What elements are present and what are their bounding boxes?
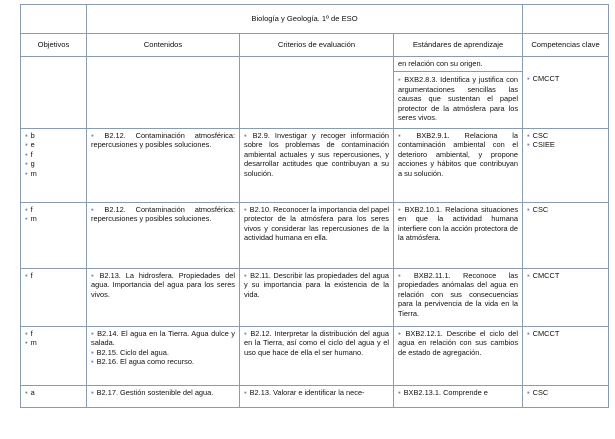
bullet-icon: ▪ [398,131,414,140]
bullet-icon: ▪ [527,271,530,280]
objetivo-item: e [30,140,35,150]
bullet-icon: ▪ [244,388,247,397]
bullet-icon: ▪ [25,159,28,169]
objetivos-cell [21,57,87,129]
criterios-cell: ▪ B2.12. Interpretar la distribución del agua en la Tierra, así como el ciclo del agua y el uso que hace de ella el ser humano. [240,327,394,386]
estandares-cell: ▪ BXB2.11.1. Reconoce las propiedades anómalas del agua en relación con sus consecuencias para la pervivencia de la vida en la Tierra. [394,269,523,327]
header-competencias: Competencias clave [523,34,609,57]
competencias-cell [523,386,609,408]
table-row [21,129,609,203]
bullet-icon: ▪ [527,131,530,140]
objetivos-cell [21,129,87,203]
header-estandares: Estándares de aprendizaje [394,34,523,57]
bullet-icon: ▪ [244,271,248,280]
bullet-icon: ▪ [527,74,530,83]
competencias-cell [523,203,609,269]
table-title: Biología y Geología. 1º de ESO [87,5,523,34]
objetivo-item: f [30,205,33,214]
bullet-icon: ▪ [244,205,247,214]
bullet-icon: ▪ [527,205,530,214]
objetivos-cell [21,386,87,408]
bullet-icon: ▪ [25,140,28,150]
table-row [21,386,609,408]
objetivo-item: g [30,159,35,169]
header-objetivos: Objetivos [21,34,87,57]
bullet-icon: ▪ [244,329,248,338]
criterios-cell: ▪ B2.9. Investigar y recoger información sobre los problemas de contaminación ambiental actuales y sus repercusiones, y desarrollar actitudes que contribuyan a su solución. [240,129,394,203]
competencia-item: CMCCT [532,271,560,280]
contenido-item: B2.14. El agua en la Tierra. Agua dulce y salada. [91,329,235,348]
objetivo-item: m [30,338,37,348]
bullet-icon: ▪ [398,271,411,280]
competencias-cell [523,129,609,203]
competencia-item: CSC [532,205,549,214]
standard-continuation: en relación con su origen. [398,59,483,68]
bullet-icon: ▪ [527,329,530,338]
contenidos-cell: ▪ B2.12. Contaminación atmosférica: repercusiones y posibles soluciones. [87,129,240,203]
objetivo-item: f [30,329,33,338]
bullet-icon: ▪ [91,205,102,214]
empty-title-cell [523,5,609,34]
table-row [21,327,609,386]
objetivo-item: m [30,214,37,224]
competencias-cell [523,327,609,386]
table-row [21,203,609,269]
bullet-icon: ▪ [25,214,28,224]
competencia-item: CSIEE [532,140,555,150]
contenidos-cell: ▪ B2.13. La hidrosfera. Propiedades del agua. Importancia del agua para los seres vivos. [87,269,240,327]
estandares-cell: ▪ BXB2.10.1. Relaciona situaciones en que la actividad humana interfiere con la acción protectora de la atmósfera. [394,203,523,269]
bullet-icon: ▪ [398,75,402,85]
table-row [21,269,609,327]
competencia-item: CMCCT [532,74,560,83]
objetivos-cell [21,327,87,386]
competencia-item: CSC [532,131,549,140]
competencia-item: CSC [532,388,549,397]
objetivo-item: f [30,271,33,280]
competencias-cell [523,57,609,129]
bullet-icon: ▪ [25,338,28,348]
estandares-cell: ▪ BXB2.13.1. Comprende e [394,386,523,408]
contenidos-cell [87,327,240,386]
curriculum-table [20,4,609,408]
objetivo-item: a [30,388,35,397]
objetivos-cell [21,203,87,269]
bullet-icon: ▪ [527,388,530,397]
bullet-icon: ▪ [91,131,102,140]
estandares-cell [394,57,523,129]
bullet-icon: ▪ [25,168,28,178]
bullet-icon: ▪ [398,205,402,214]
standard-text: ▪ BXB2.8.3. Identifica y justifica con argumentaciones sencillas las causas que sustentan el papel protector de la atmósfera para los seres vivos. [394,71,522,122]
contenidos-cell [87,57,240,129]
competencia-item: CMCCT [532,329,560,338]
bullet-icon: ▪ [25,149,28,159]
header-criterios: Criterios de evaluación [240,34,394,57]
objetivo-item: b [30,131,35,140]
contenido-item: B2.15. Ciclo del agua. [96,347,169,357]
bullet-icon: ▪ [398,388,401,397]
bullet-icon: ▪ [398,329,403,338]
bullet-icon: ▪ [25,131,28,140]
bullet-icon: ▪ [91,329,95,338]
competencias-cell [523,269,609,327]
criterios-cell [240,57,394,129]
contenido-item: B2.16. El agua como recurso. [96,357,194,367]
table-row [21,57,609,129]
objetivo-item: m [30,168,37,178]
bullet-icon: ▪ [25,329,28,338]
bullet-icon: ▪ [25,271,28,280]
criterios-cell: ▪ B2.11. Describir las propiedades del agua y su importancia para la existencia de la vida. [240,269,394,327]
empty-corner-cell [21,5,87,34]
contenidos-cell: ▪ B2.12. Contaminación atmosférica: repercusiones y posibles soluciones. [87,203,240,269]
bullet-icon: ▪ [91,347,94,357]
bullet-icon: ▪ [527,140,530,150]
bullet-icon: ▪ [25,205,28,214]
estandares-cell: ▪ BXB2.12.1. Describe el ciclo del agua en relación con sus cambios de estado de agregación. [394,327,523,386]
estandares-cell: ▪ BXB2.9.1. Relaciona la contaminación ambiental con el deterioro ambiental, y propone acciones y hábitos que contribuyan a su solución. [394,129,523,203]
bullet-icon: ▪ [91,388,94,397]
bullet-icon: ▪ [25,388,28,397]
bullet-icon: ▪ [91,271,97,280]
header-contenidos: Contenidos [87,34,240,57]
contenidos-cell: ▪ B2.17. Gestión sostenible del agua. [87,386,240,408]
bullet-icon: ▪ [91,357,94,367]
criterios-cell: ▪ B2.10. Reconocer la importancia del papel protector de la atmósfera para los seres vivos y considerar las repercusiones de la actividad humana en ella. [240,203,394,269]
objetivos-cell [21,269,87,327]
objetivo-item: f [30,149,33,159]
criterios-cell: ▪ B2.13. Valorar e identificar la nece- [240,386,394,408]
bullet-icon: ▪ [244,131,250,140]
